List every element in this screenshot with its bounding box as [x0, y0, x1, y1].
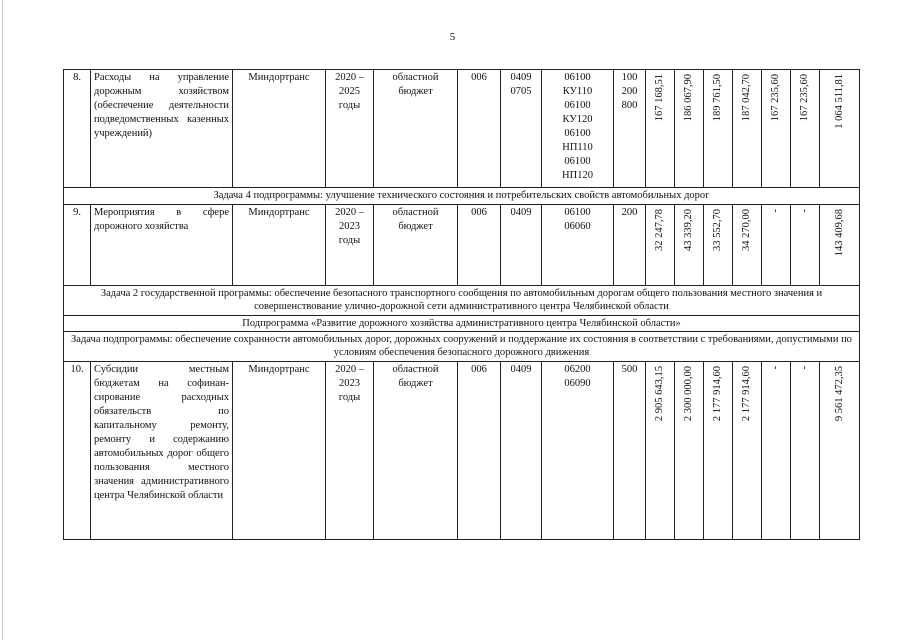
event-name: Мероприятия в сфере дорожного хозяйства — [91, 205, 233, 286]
row-number: 9. — [64, 205, 91, 286]
amount-cell: 2 177 914,60 — [704, 362, 733, 540]
amount-cell: 34 270,00 — [733, 205, 762, 286]
funding-source: областной бюджет — [374, 70, 458, 188]
table-row-9 — [64, 205, 860, 286]
amount-cell: 32 247,78 — [646, 205, 675, 286]
vr-code: 200 — [614, 205, 646, 286]
csr-code: 06100 06060 — [542, 205, 614, 286]
row-number: 10. — [64, 362, 91, 540]
amount-cell: 2 300 000,00 — [675, 362, 704, 540]
amount-cell: 2 177 914,60 — [733, 362, 762, 540]
period: 2020 – 2023 годы — [326, 205, 374, 286]
page-edge — [2, 0, 3, 640]
executor: Миндортранс — [233, 205, 326, 286]
amount-cell: 187 042,70 — [733, 70, 762, 188]
amount-total: 1 064 511,81 — [820, 70, 860, 188]
amount-cell: - — [791, 362, 820, 540]
row-number: 8. — [64, 70, 91, 188]
task-header-row — [64, 286, 860, 316]
amount-cell: 2 905 643,15 — [646, 362, 675, 540]
table-row-10 — [64, 362, 860, 540]
grbs-code: 006 — [458, 205, 501, 286]
event-name: Субсидии местным бюджетам на софинан-сирование расходных обязательств по капитальному ремонту, ремонту и содержанию автомобильных дорог общего пользования местного значения административного центра Челябинской области — [91, 362, 233, 540]
amount-cell: 189 761,50 — [704, 70, 733, 188]
vr-code: 100 200 800 — [614, 70, 646, 188]
vr-code: 500 — [614, 362, 646, 540]
csr-code: 06200 06090 — [542, 362, 614, 540]
amount-cell: 167 168,51 — [646, 70, 675, 188]
rzpr-code: 0409 0705 — [501, 70, 542, 188]
event-name: Расходы на управление дорожным хозяйством (обеспечение деятельности подведомственных казенных учреждений) — [91, 70, 233, 188]
state-task-2-header: Задача 2 государственной программы: обеспечение безопасного транспортного сообщения по автомобильным дорогам общего пользования местного значения и совершенствование улично-дорожной сети административного центра Челябинской области — [64, 286, 860, 316]
funding-source: областной бюджет — [374, 205, 458, 286]
period: 2020 – 2023 годы — [326, 362, 374, 540]
subprogram-header: Подпрограмма «Развитие дорожного хозяйства административного центра Челябинской области» — [64, 316, 860, 332]
amount-cell: - — [791, 205, 820, 286]
executor: Миндортранс — [233, 362, 326, 540]
rzpr-code: 0409 — [501, 205, 542, 286]
amount-cell: 167 235,60 — [762, 70, 791, 188]
period: 2020 – 2025 годы — [326, 70, 374, 188]
grbs-code: 006 — [458, 362, 501, 540]
amount-total: 9 561 472,35 — [820, 362, 860, 540]
amount-cell: 43 339,20 — [675, 205, 704, 286]
task-header-row — [64, 188, 860, 205]
table-row-8 — [64, 70, 860, 188]
task-header-row — [64, 332, 860, 362]
page-number: 5 — [449, 31, 456, 43]
executor: Миндортранс — [233, 70, 326, 188]
task-header-row — [64, 316, 860, 332]
amount-total: 143 409,68 — [820, 205, 860, 286]
amount-cell: 33 552,70 — [704, 205, 733, 286]
subprogram-task-header: Задача подпрограммы: обеспечение сохранности автомобильных дорог, дорожных сооружений и поддержание их состояния в соответствии с требованиями, допустимыми по условиям обеспечения безопасного дорожного движения — [64, 332, 860, 362]
rzpr-code: 0409 — [501, 362, 542, 540]
funding-source: областной бюджет — [374, 362, 458, 540]
task-4-header: Задача 4 подпрограммы: улучшение технического состояния и потребительских свойств автомобильных дорог — [64, 188, 860, 205]
csr-code: 06100 КУ110 06100 КУ120 06100 НП110 06100 НП120 — [542, 70, 614, 188]
amount-cell: 186 067,90 — [675, 70, 704, 188]
amount-cell: 167 235,60 — [791, 70, 820, 188]
grbs-code: 006 — [458, 70, 501, 188]
amount-cell: - — [762, 362, 791, 540]
program-table — [63, 69, 860, 540]
amount-cell: - — [762, 205, 791, 286]
